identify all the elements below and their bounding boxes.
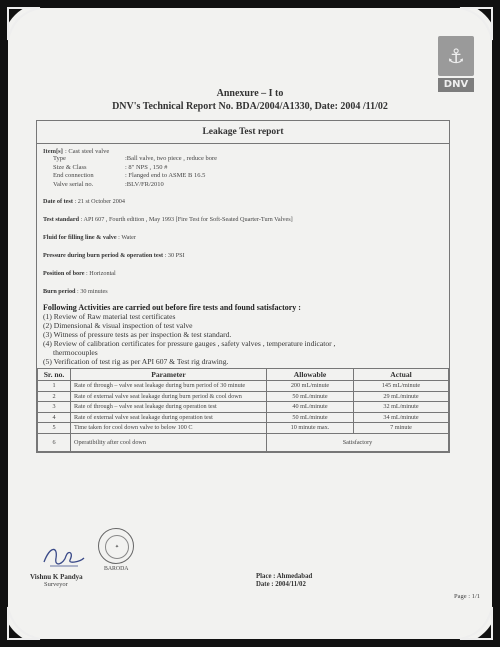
- date-of-test: Date of test : 21 st October 2004: [43, 198, 125, 206]
- item-label: Item[s]: [43, 148, 63, 155]
- item-field-value: : Flanged end to ASME B 16.5: [125, 172, 206, 180]
- col-allowable: Allowable: [267, 369, 354, 381]
- surveyor-stamp: [98, 528, 134, 564]
- table-row: 1 Rate of through – valve seat leakage during burn period of 30 minute 200 mL/minute 145 mL/minute: [38, 381, 449, 392]
- col-sr: Sr. no.: [38, 369, 71, 381]
- fluid-line: Fluid for filling line & valve : Water: [43, 234, 136, 242]
- col-actual: Actual: [354, 369, 449, 381]
- table-row: 2 Rate of external valve seat leakage during burn period & cool down 50 mL/minute 29 mL/minute: [38, 391, 449, 402]
- activity-item: (3) Witness of pressure tests as per inspection & test standard.: [43, 330, 232, 340]
- burn-period: Burn period : 30 minutes: [43, 288, 108, 296]
- activity-item: (2) Dimensional & visual inspection of test valve: [43, 321, 193, 331]
- table-row: 5 Time taken for cool down valve to below 100 C 10 minute max. 7 minute: [38, 423, 449, 434]
- activity-item: (5) Verification of test rig as per API 607 & Test rig drawing.: [43, 357, 229, 367]
- leakage-report-box: [36, 120, 450, 453]
- item-field-key: Size & Class: [53, 163, 87, 171]
- item-field-key: Type: [53, 155, 66, 162]
- report-title: DNV's Technical Report No. BDA/2004/A1330, Date: 2004 /11/02: [112, 101, 388, 112]
- signature: [40, 542, 88, 572]
- corner-ornament-icon: [452, 0, 500, 48]
- item-field-value: : 8" NPS , 150 #: [125, 163, 168, 171]
- anchor-icon: ⚓: [438, 36, 474, 76]
- logo-text: DNV: [438, 78, 474, 92]
- item-value: : Cast steel valve: [65, 148, 110, 155]
- activity-item: (1) Review of Raw material test certificates: [43, 312, 176, 322]
- date: Date : 2004/11/02: [256, 581, 306, 588]
- annexure-line: Annexure – I to: [216, 88, 284, 99]
- activity-item: thermocouples: [53, 348, 98, 358]
- place: Place : Ahmedabad: [256, 573, 313, 580]
- corner-ornament-icon: [0, 599, 48, 647]
- item-field-value: :BLV/FR/2010: [125, 180, 164, 188]
- activity-item: (4) Review of calibration certificates for pressure gauges , safety valves , temperature indicator ,: [43, 339, 336, 349]
- corner-ornament-icon: [0, 0, 48, 48]
- leakage-report-title: Leakage Test report: [37, 121, 449, 144]
- bore-position: Position of bore : Horizontal: [43, 270, 116, 278]
- pressure-line: Pressure during burn period & operation test : 30 PSI: [43, 252, 185, 260]
- surveyor-title: Surveyor: [44, 581, 68, 588]
- table-row: 6 Operatibility after cool down Satisfactory: [38, 433, 449, 452]
- activities-section: [37, 301, 449, 368]
- parameter-table: [37, 368, 449, 452]
- table-row: 3 Rate of through – valve seat leakage during operation test 40 mL/minute 32 mL/minute: [38, 402, 449, 413]
- stamp-emblem-icon: ✦: [105, 535, 129, 559]
- table-header-row: [38, 369, 449, 381]
- document-paper: [8, 8, 492, 639]
- item-field-key: End connection: [53, 172, 94, 180]
- item-section: [37, 144, 449, 193]
- col-parameter: Parameter: [71, 369, 267, 381]
- table-row: 4 Rate of external valve seat leakage during operation test 50 mL/minute 34 mL/minute: [38, 412, 449, 423]
- test-standard: Test standard : API 607 , Fourth edition , May 1993 [Fire Test for Soft-Seated Quarter-Turn Valves]: [43, 216, 293, 224]
- item-field-value: :Ball valve, two piece , reduce bore: [125, 155, 218, 162]
- surveyor-name: Vishnu K Pandya: [30, 573, 83, 581]
- stamp-city: BARODA: [104, 566, 129, 572]
- corner-ornament-icon: [452, 599, 500, 647]
- item-field-key: Valve serial no.: [53, 180, 94, 188]
- page-number: Page : 1/1: [454, 593, 480, 600]
- activities-heading: Following Activities are carried out before fire tests and found satisfactory :: [43, 303, 301, 313]
